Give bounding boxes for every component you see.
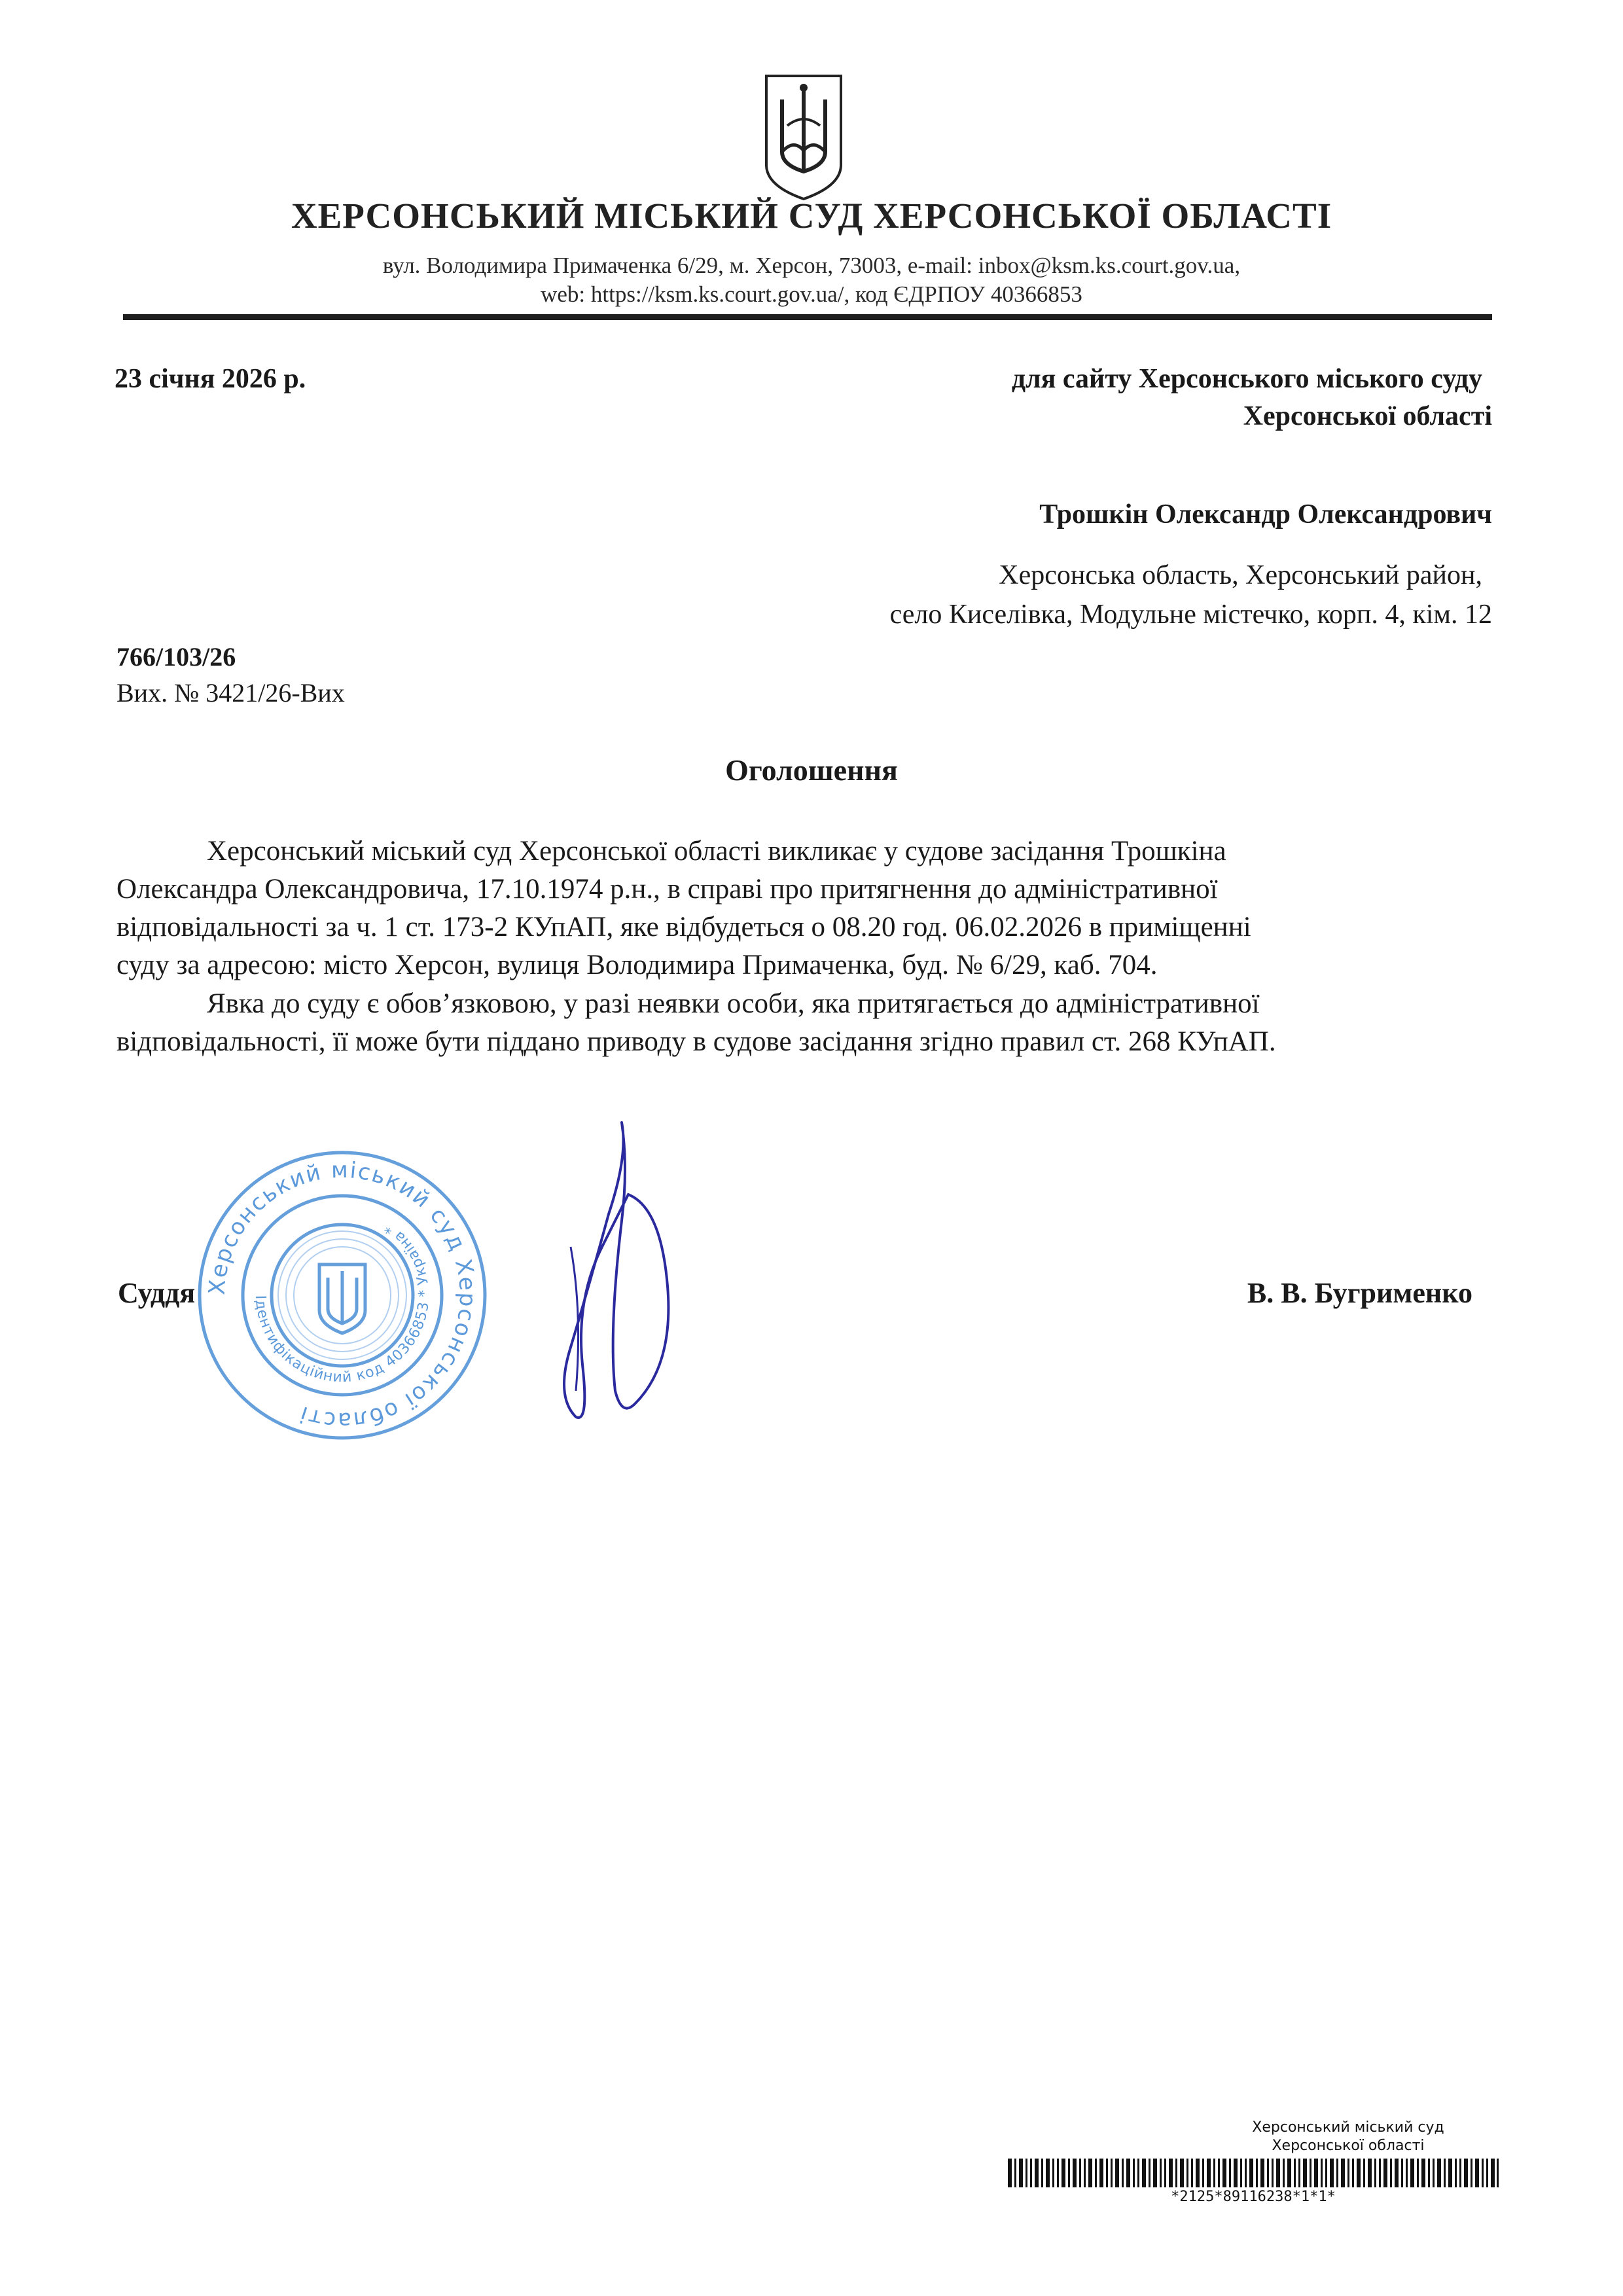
court-seal-stamp: [194, 1147, 491, 1444]
recipient-line2: Херсонської області: [1243, 401, 1492, 431]
outgoing-number: Вих. № 3421/26-Вих: [116, 678, 345, 708]
announcement-paragraph-1: [116, 833, 1459, 984]
footer-court-line1: Херсонський міський суд: [1252, 2119, 1444, 2136]
footer-court-line2: Херсонської області: [1272, 2138, 1425, 2154]
seal-inner-text: Ідентифікаційний код 40366853 * Україна *: [251, 1219, 433, 1386]
ukraine-coat-of-arms-icon: [761, 73, 846, 202]
barcode-text: *2125*89116238*1*1*: [1171, 2189, 1336, 2205]
case-number: 766/103/26: [116, 642, 236, 672]
person-address-line1: Херсонська область, Херсонський район,: [999, 560, 1482, 590]
court-address-line2: web: https://ksm.ks.court.gov.ua/, код ЄДРПОУ 40366853: [541, 281, 1082, 307]
judge-name: В. В. Бугрименко: [1247, 1277, 1472, 1309]
court-address-line1: вул. Володимира Примаченка 6/29, м. Херсон, 73003, e-mail: inbox@ksm.ks.court.gov.ua,: [382, 253, 1241, 278]
paragraph-line: Херсонський міський суд Херсонської області викликає у судове засідання Трошкіна: [207, 836, 1226, 867]
recipient-line1: для сайту Херсонського міського суду: [1011, 364, 1482, 394]
person-address-line2: село Киселівка, Модульне містечко, корп. 4, кім. 12: [889, 600, 1492, 630]
paragraph-line: відповідальності, її може бути піддано приводу в судове засідання згідно правил ст. 268 КУпАП.: [116, 1026, 1276, 1057]
paragraph-line: відповідальності за ч. 1 ст. 173-2 КУпАП, яке відбудеться о 08.20 год. 06.02.2026 в приміщенні: [116, 912, 1251, 942]
header-divider: [123, 314, 1492, 320]
judge-label: Суддя: [118, 1277, 196, 1309]
seal-outer-text: Херсонський міський суд Херсонської області: [204, 1157, 481, 1434]
barcode: [1008, 2159, 1499, 2187]
paragraph-line: Явка до суду є обов’язковою, у разі неявки особи, яка притягається до адміністративної: [207, 988, 1260, 1019]
announcement-heading: Оголошення: [725, 753, 898, 787]
paragraph-line: суду за адресою: місто Херсон, вулиця Володимира Примаченка, буд. № 6/29, каб. 704.: [116, 950, 1158, 980]
person-name: Трошкін Олександр Олександрович: [1039, 499, 1492, 529]
paragraph-line: Олександра Олександровича, 17.10.1974 р.н., в справі про притягнення до адміністративної: [116, 874, 1218, 905]
document-date: 23 січня 2026 р.: [115, 364, 306, 394]
announcement-paragraph-2: [116, 985, 1459, 1061]
court-title: ХЕРСОНСЬКИЙ МІСЬКИЙ СУД ХЕРСОНСЬКОЇ ОБЛАСТІ: [291, 196, 1332, 236]
handwritten-signature: [530, 1116, 700, 1430]
